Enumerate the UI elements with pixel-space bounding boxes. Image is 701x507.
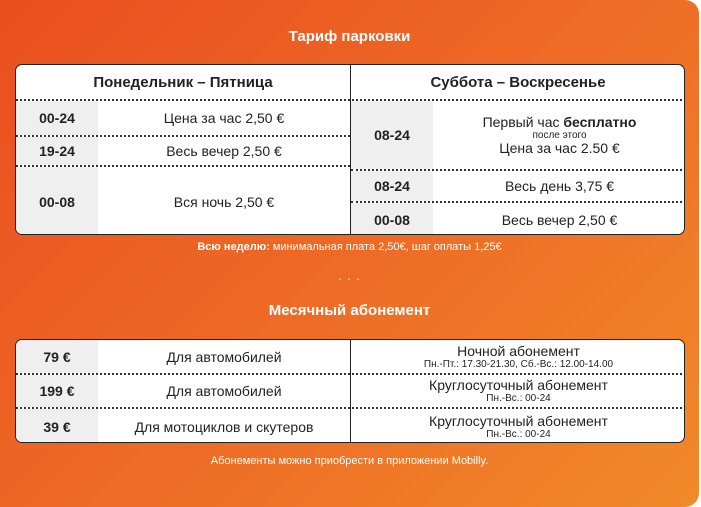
plan-hours: Пн.-Вс.: 00-24 [486, 393, 551, 404]
after-that-label: после этого [532, 129, 587, 141]
monthly-plan [351, 409, 685, 443]
weekday-header: Понедельник – Пятница [93, 73, 273, 91]
weekday-time: 00-24 [16, 101, 98, 135]
plan-name: Ночной абонемент [457, 342, 580, 359]
weekend-header: Суббота – Воскресенье [430, 73, 606, 91]
weekend-desc-first-hour [433, 101, 685, 169]
weekend-desc: Весь вечер 2,50 € [501, 211, 618, 228]
monthly-vehicle-type: Для автомобилей [166, 348, 282, 365]
weekly-note-label: Всю неделю: [197, 241, 270, 253]
free-label: бесплатно [563, 113, 637, 130]
plan-name: Круглосуточный абонемент [429, 377, 608, 393]
first-hour-line [483, 115, 637, 130]
monthly-vehicle-type: Для автомобилей [166, 383, 282, 399]
monthly-vehicle-type: Для мотоциклов и скутеров [134, 418, 314, 435]
plan-hours: Пн.-Пт.: 17.30-21.30, Сб.-Вс.: 12.00-14.00 [423, 358, 614, 370]
plan-hours: Пн.-Вс.: 00-24 [486, 428, 551, 440]
weekday-desc: Вся ночь 2,50 € [173, 193, 275, 210]
hourly-price-label: Цена за час 2.50 € [499, 139, 620, 156]
monthly-price: 39 € [16, 409, 98, 443]
monthly-price: 79 € [16, 340, 98, 373]
section-separator: . . . [337, 268, 362, 283]
footer-note: Абонементы можно приобрести в приложении Mobilly. [210, 455, 489, 467]
weekend-time: 00-08 [351, 203, 433, 235]
weekday-time: 19-24 [16, 137, 98, 165]
monthly-price: 199 € [16, 375, 98, 407]
monthly-plan [351, 340, 685, 373]
weekday-time: 00-08 [16, 167, 98, 235]
weekly-note-text: минимальная плата 2,50€, шаг оплаты 1,25€ [269, 241, 502, 253]
weekend-desc: Весь день 3,75 € [504, 178, 615, 194]
first-hour-prefix: Первый час [482, 113, 564, 130]
monthly-table [15, 339, 685, 443]
plan-name: Круглосуточный абонемент [429, 412, 608, 429]
weekday-desc: Весь вечер 2,50 € [166, 143, 282, 159]
weekday-desc: Цена за час 2,50 € [163, 110, 285, 126]
monthly-title: Месячный абонемент [268, 302, 431, 319]
monthly-plan [351, 375, 685, 407]
weekend-time: 08-24 [351, 171, 433, 201]
tariff-table [15, 64, 685, 235]
weekend-time: 08-24 [351, 101, 433, 169]
weekly-note [0, 241, 699, 253]
tariff-title: Тариф парковки [288, 28, 411, 45]
